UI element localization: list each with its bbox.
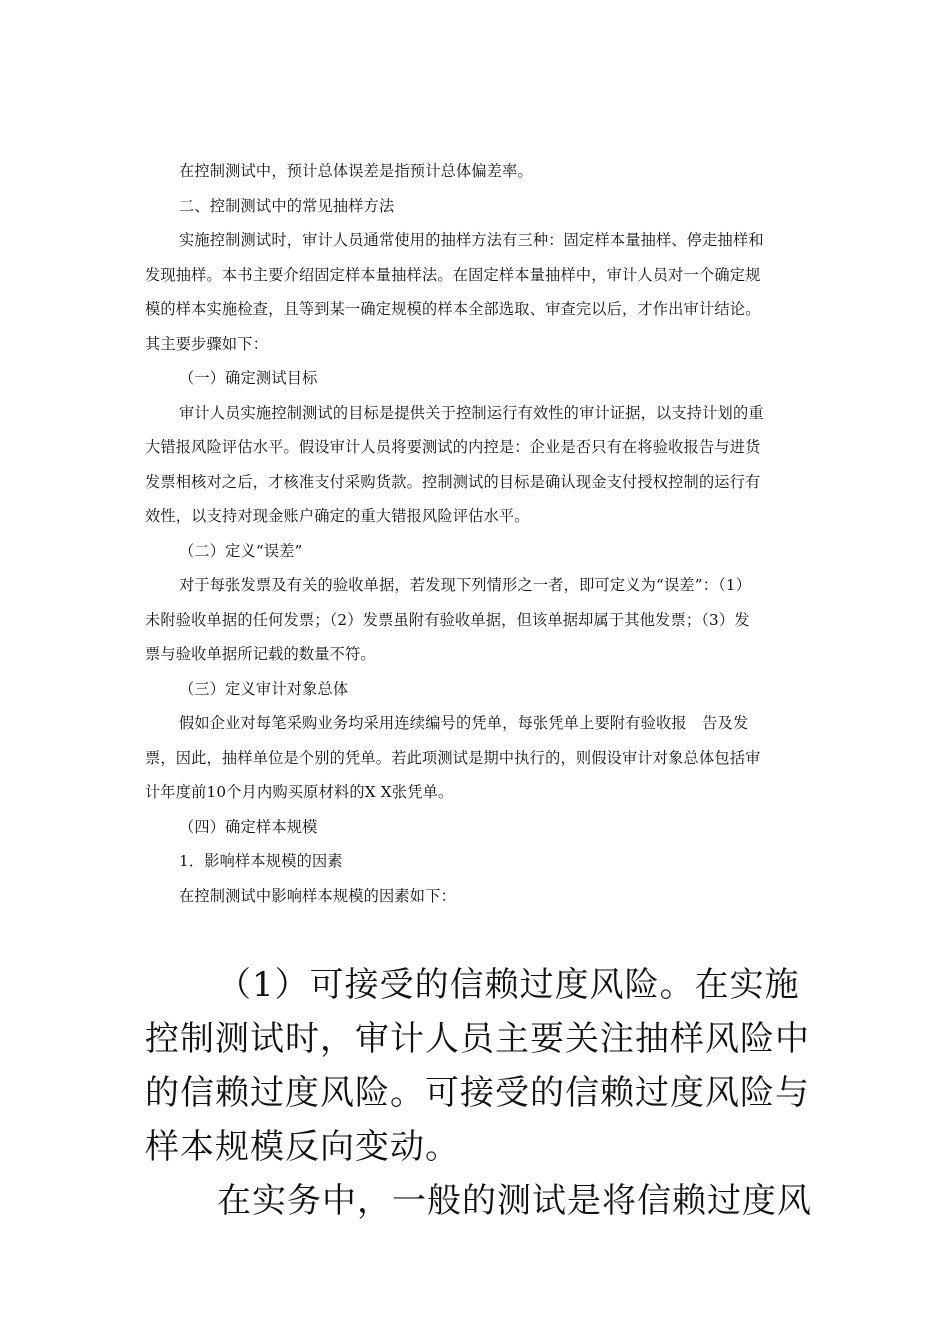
enlarged-line: （1）可接受的信赖过度风险。在实施 bbox=[217, 965, 800, 1005]
section-heading-sampling-methods: 二、控制测试中的常见抽样方法 bbox=[179, 196, 395, 215]
subheading-test-objective: （一）确定测试目标 bbox=[179, 369, 318, 387]
paragraph-line: 大错报风险评估水平。假设审计人员将要测试的内控是：企业是否只有在将验收报告与进货 bbox=[145, 438, 761, 456]
paragraph-line: 发票相核对之后，才核准支付采购货款。控制测试的目标是确认现金支付授权控制的运行有 bbox=[145, 472, 761, 491]
paragraph-line: 票与验收单据所记载的数量不符。 bbox=[145, 645, 376, 663]
subheading-define-error: （二）定义“误差” bbox=[179, 541, 303, 560]
paragraph-expected-error: 在控制测试中，预计总体误差是指预计总体偏差率。 bbox=[179, 162, 533, 180]
enlarged-line: 控制测试时，审计人员主要关注抽样风险中 bbox=[145, 1019, 810, 1059]
enlarged-line: 的信赖过度风险。可接受的信赖过度风险与 bbox=[145, 1073, 810, 1113]
subheading-sample-size: （四）确定样本规模 bbox=[179, 817, 318, 836]
paragraph-line: 计年度前10个月内购买原材料的X X张凭单。 bbox=[145, 783, 454, 801]
paragraph-line: 票，因此，抽样单位是个别的凭单。若此项测试是期中执行的，则假设审计对象总体包括审 bbox=[145, 748, 761, 767]
paragraph-line: 审计人员实施控制测试的目标是提供关于控制运行有效性的审计证据，以支持计划的重 bbox=[179, 403, 764, 422]
enlarged-text-block bbox=[145, 958, 810, 1228]
enlarged-line: 在实务中，一般的测试是将信赖过度风 bbox=[217, 1181, 812, 1221]
body-text-block bbox=[145, 154, 810, 913]
paragraph-line: 其主要步骤如下： bbox=[145, 334, 269, 353]
paragraph-line: 实施控制测试时，审计人员通常使用的抽样方法有三种：固定样本量抽样、停走抽样和 bbox=[179, 231, 764, 249]
paragraph-line: 模的样本实施检查，且等到某一确定规模的样本全部选取、审查完以后，才作出审计结论。 bbox=[145, 300, 761, 318]
paragraph-line: 假如企业对每笔采购业务均采用连续编号的凭单，每张凭单上要附有验收报 告及发 bbox=[179, 714, 749, 732]
paragraph-line: 效性，以支持对现金账户确定的重大错报风险评估水平。 bbox=[145, 507, 530, 525]
subheading-factors: 1．影响样本规模的因素 bbox=[179, 852, 343, 870]
paragraph-factors-intro: 在控制测试中影响样本规模的因素如下： bbox=[179, 886, 456, 905]
paragraph-line: 发现抽样。本书主要介绍固定样本量抽样法。在固定样本量抽样中，审计人员对一个确定规 bbox=[145, 265, 761, 284]
paragraph-line: 未附验收单据的任何发票；（2）发票虽附有验收单据，但该单据却属于其他发票；（3）发 bbox=[145, 610, 750, 629]
enlarged-line: 样本规模反向变动。 bbox=[145, 1127, 460, 1167]
paragraph-line: 对于每张发票及有关的验收单据，若发现下列情形之一者，即可定义为“误差”：（1） bbox=[179, 576, 752, 594]
subheading-define-population: （三）定义审计对象总体 bbox=[179, 679, 349, 698]
